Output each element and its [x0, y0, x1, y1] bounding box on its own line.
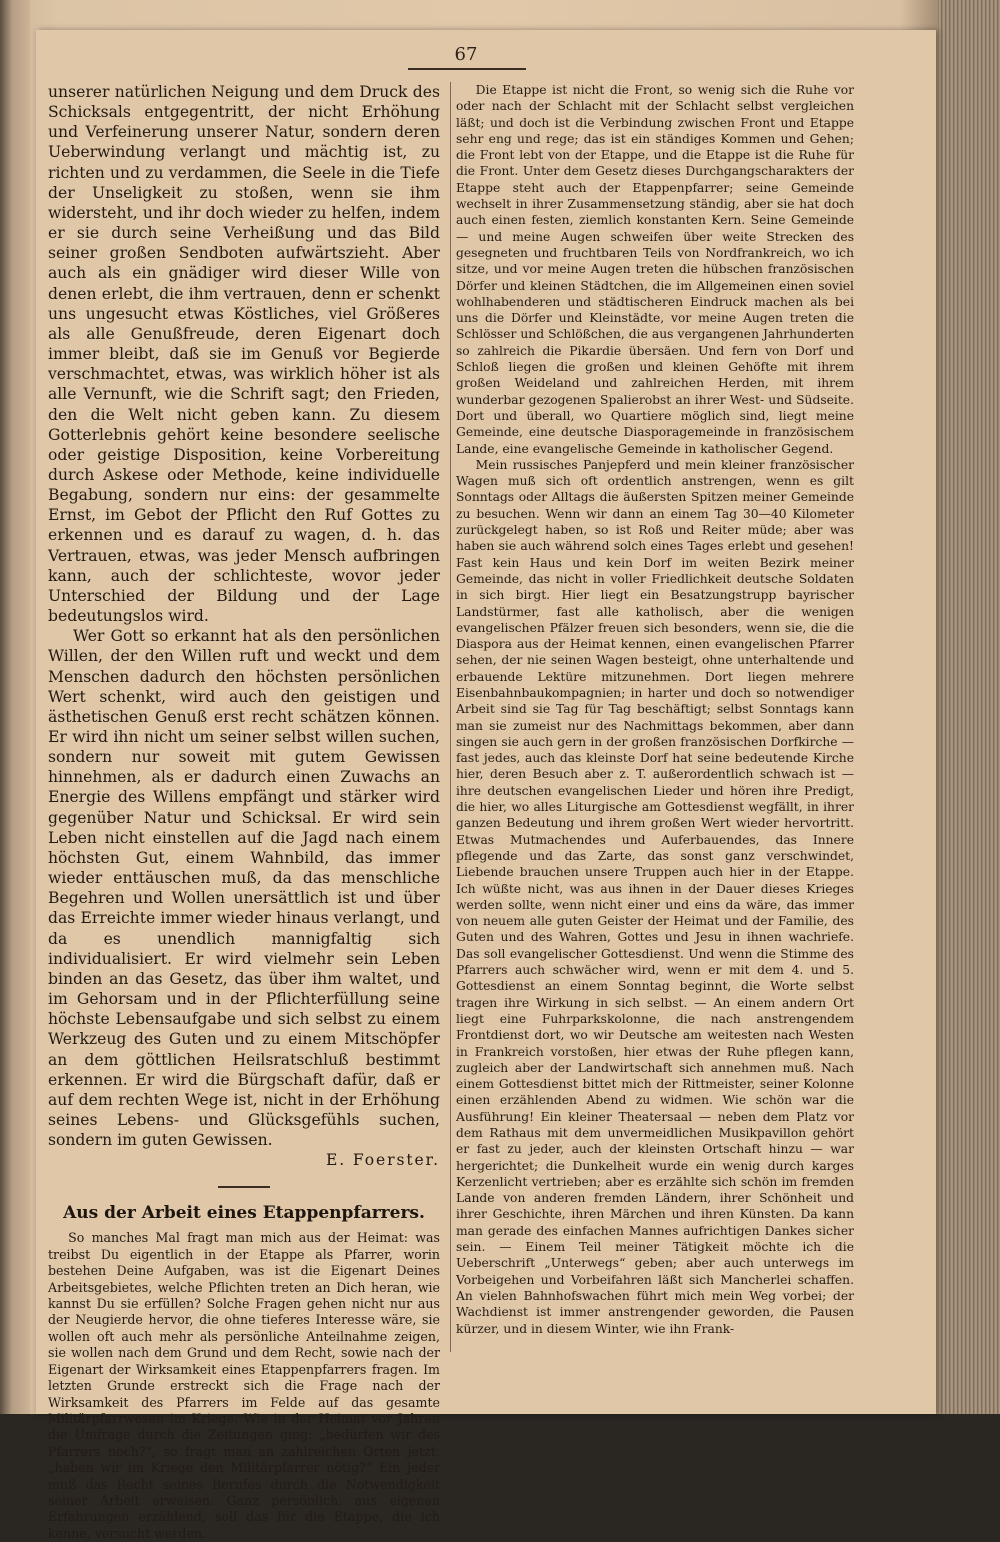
- page: [36, 30, 936, 1541]
- section-heading: Aus der Arbeit eines Etappenpfarrers.: [63, 1203, 425, 1224]
- paragraph: Wer Gott so erkannt hat als den persönlichen Willen, der den Willen ruft und weckt und dem Menschen dadurch den höchsten persönlichen Wert schenkt, wird auch den geistigen und ästhetischen Genuß erst recht schätzen können. Er wird ihn nicht um seiner selbst willen suchen, sondern nur soweit mit gutem Gewissen hinnehmen, als er dadurch einen Zuwachs an Energie des Willens empfängt und stärker wird gegenüber Natur und Schicksal. Er wird sein Leben nicht einstellen auf die Jagd nach einem höchsten Gut, einem Wahnbild, das immer wieder enttäuschen muß, da das menschliche Begehren und Wollen unersättlich ist und über das Erreichte immer wieder hinaus verlangt, und da es unendlich mannigfaltig sich individualisiert. Er wird vielmehr sein Leben binden an das Gesetz, das über ihm waltet, und im Gehorsam und in der Pflichterfüllung seine höchste Lebensaufgabe und sich selbst zu einem Werkzeug des Guten und zu einem Mitschöpfer an dem göttlichen Heilsratschluß bestimmt erkennen. Er wird die Bürgschaft dafür, daß er auf dem rechten Wege ist, nicht in der Erhöhung seines Lebens- und Glücksgefühls suchen, sondern im guten Gewissen.: [48, 627, 440, 1150]
- paragraph: unserer natürlichen Neigung und dem Druck des Schicksals entgegentritt, der nicht Erhöhung und Verfeinerung unserer Natur, sondern deren Ueberwindung verlangt und mächtig ist, zu richten und zu verdammen, die Seele in die Tiefe der Unseligkeit zu stoßen, wenn sie ihm widersteht, und ihr doch wieder zu helfen, indem er sie durch seine Verheißung und das Bild seiner großen Sendboten aufwärtszieht. Aber auch als ein gnädiger wird dieser Wille von denen erlebt, die ihm vertrauen, denn er schenkt uns ungesucht etwas Köstliches, viel Größeres als alle Genußfreude, deren Eigenart doch immer bleibt, daß sie im Genuß vor Begierde verschmachtet, etwas, was wirklich höher ist als alle Vernunft, wie die Schrift sagt; den Frieden, den die Welt nicht geben kann. Zu diesem Gotterlebnis gehört keine besondere seelische oder geistige Disposition, keine Vorbereitung durch Askese oder Methode, keine individuelle Begabung, sondern nur eins: der gesammelte Ernst, im Gebot der Pflicht den Ruf Gottes zu erkennen und es darauf zu wagen, d. h. das Vertrauen, etwas, was jeder Mensch aufbringen kann, auch der schlichteste, wovor jeder Unterschied der Bildung und der Lage bedeutungslos wird.: [48, 83, 440, 626]
- paragraph: So manches Mal fragt man mich aus der Heimat: was treibst Du eigentlich in der Etappe als Pfarrer, worin bestehen Deine Aufgaben, was ist die Eigenart Deines Arbeitsgebietes, welche Pflichten treten an Dich heran, wie kannst Du sie erfüllen? Solche Fragen gehen nicht nur aus der Neugierde hervor, die ohne tieferes Interesse wäre, sie wollen oft auch mehr als persönliche Anteilnahme zeigen, sie wollen nach dem Grund und dem Recht, sowie nach der Eigenart der Wirksamkeit eines Etappenpfarrers fragen. Im letzten Grunde erstreckt sich die Frage nach der Wirksamkeit des Pfarrers im Felde auf das gesamte Militärpfarrwesen im Kriege. Wie in der Heimat vor Jahren die Umfrage durch die Zeitungen ging: „bedürfen wir des Pfarrers noch?“, so fragt man an zahlreichen Orten jetzt: „haben wir im Kriege den Militärpfarrer nötig?“ Ein jeder muß das Recht seines Berufes durch die Notwendigkeit seiner Arbeit erweisen. Ganz persönlich, aus eigenen Erfahrungen erzählend, soll das für die Etappe, die ich kenne, versucht werden.: [48, 1230, 440, 1541]
- previous-page-edge: [0, 0, 30, 1414]
- book-page-edges: [938, 0, 1000, 1414]
- left-column: [48, 82, 440, 1542]
- header-rule: [408, 68, 526, 70]
- author-signature: E. Foerster.: [326, 1151, 440, 1170]
- paragraph: Die Etappe ist nicht die Front, so wenig sich die Ruhe vor oder nach der Schlacht mit der Schlacht selbst vergleichen läßt; und doch ist die Verbindung zwischen Front und Etappe sehr eng und rege; das ist ein ständiges Kommen und Gehen; die Front lebt von der Etappe, und die Etappe ist die Ruhe für die Front. Unter dem Gesetz dieses Durchgangscharakters der Etappe steht auch der Etappenpfarrer; seine Gemeinde wechselt in ihrer Zusammensetzung ständig, aber sie hat doch auch einen festen, ziemlich konstanten Kern. Seine Gemeinde — und meine Augen schweifen über weite Strecken des gesegneten und fruchtbaren Teils von Nordfrankreich, wo ich sitze, und vor meine Augen treten die hübschen französischen Dörfer und kleinen Städtchen, die im Allgemeinen einen soviel wohlhabenderen und städtischeren Eindruck machen als bei uns die Dörfer und Kleinstädte, vor meine Augen treten die Schlösser und Schlößchen, die aus vergangenen Jahrhunderten so zahlreich die Pikardie übersäen. Und fern von Dorf und Schloß liegen die großen und kleinen Gehöfte mit ihrem großen Weideland und zahlreichen Herden, mit ihrem wunderbar gezogenen Spalierobst an ihrer West- und Südseite. Dort und überall, wo Quartiere möglich sind, liegt meine Gemeinde, eine deutsche Diasporagemeinde in französischem Lande, eine evangelische Gemeinde in katholischer Gegend.: [456, 83, 854, 456]
- column-divider: [450, 82, 451, 1352]
- section-separator: [218, 1186, 270, 1188]
- page-number: 67: [454, 44, 478, 65]
- paragraph: Mein russisches Panjepferd und mein kleiner französischer Wagen muß sich oft ordentlich anstrengen, wenn es gilt Sonntags oder Alltags die äußersten Spitzen meiner Gemeinde zu besuchen. Wenn wir dann an einem Tag 30—40 Kilometer zurückgelegt haben, so ist Roß und Reiter müde; aber was haben sie auch während solch eines Tages erlebt und gesehen! Fast kein Haus und kein Dorf im weiten Bezirk meiner Gemeinde, das nicht in voller Friedlichkeit deutsche Soldaten in sich birgt. Hier liegt ein Besatzungstrupp bayrischer Landstürmer, fast alle katholisch, aber die wenigen evangelischen Pfälzer freuen sich besonders, wenn sie, die die Diaspora aus der Heimat kennen, einen evangelischen Pfarrer sehen, der nie seinen Wagen besteigt, ohne unterhaltende und erbauende Lektüre mitzunehmen. Dort liegen mehrere Eisenbahnbaukompagnien; in harter und doch so notwendiger Arbeit sind sie Tag für Tag beschäftigt; selbst Sonntags kann man sie zumeist nur des Nachmittags bekommen, aber dann singen sie auch gern in der großen französischen Dorfkirche — fast jedes, auch das kleinste Dorf hat seine bedeutende Kirche hier, deren Besuch aber z. T. außerordentlich schwach ist — ihre deutschen evangelischen Lieder und hören ihre Predigt, die hier, wo alles Liturgische am Gottesdienst wegfällt, in ihrer ganzen Bedeutung und ihrem großen Wert wieder hervortritt. Etwas Mutmachendes und Auferbauendes, das Innere pflegende und das Zarte, das sonst ganz verschwindet, Liebende brauchen unsere Truppen auch hier in der Etappe. Ich wüßte nicht, was aus ihnen in der Dauer dieses Krieges werden sollte, wenn nicht einer und eins da wäre, das immer von neuem alle guten Geister der Heimat und der Familie, des Guten und des Wahren, Gottes und Jesu in ihnen wachriefe. Das soll evangelischer Gottesdienst. Und wenn die Stimme des Pfarrers auch schwächer wird, wenn er mit dem 4. und 5. Gottesdienst an einem Sonntag beginnt, die Worte selbst tragen ihre Wirkung in sich selbst. — An einem andern Ort liegt eine Fuhrparkskolonne, die nach anstrengendem Frontdienst dort, wo wir Deutsche am weitesten nach Westen in Frankreich vorstoßen, hier etwas der Ruhe pflegen kann, zugleich aber der Landwirtschaft sich annehmen muß. Nach einem Gottesdienst bittet mich der Rittmeister, seiner Kolonne einen erzählenden Abend zu widmen. Wie schön war die Ausführung! Ein kleiner Theatersaal — neben dem Platz vor dem Rathaus mit dem unvermeidlichen Musikpavillon gehört er fast zu jeder, auch der kleinsten Ortschaft hinzu — war hergerichtet; die Dunkelheit wurde ein wenig durch karges Kerzenlicht vertrieben; aber es erzählte sich schön im fremden Lande von anderen fremden Ländern, ihrer Schönheit und ihrer Geschichte, ihren Märchen und ihren Künsten. Da kann man gerade des einfachen Mannes aufrichtigen Dankes sicher sein. — Einem Teil meiner Tätigkeit möchte ich die Ueberschrift „Unterwegs“ geben; aber auch unterwegs im Vorbeigehen und Vorbeifahren läßt sich Mancherlei schaffen. An vielen Bahnhofswachen führt mich mein Weg vorbei; der Wachdienst ist immer anstrengender geworden, die Pausen kürzer, und in diesem Winter, wie ihn Frank-: [456, 457, 854, 1336]
- right-column: [456, 82, 854, 1337]
